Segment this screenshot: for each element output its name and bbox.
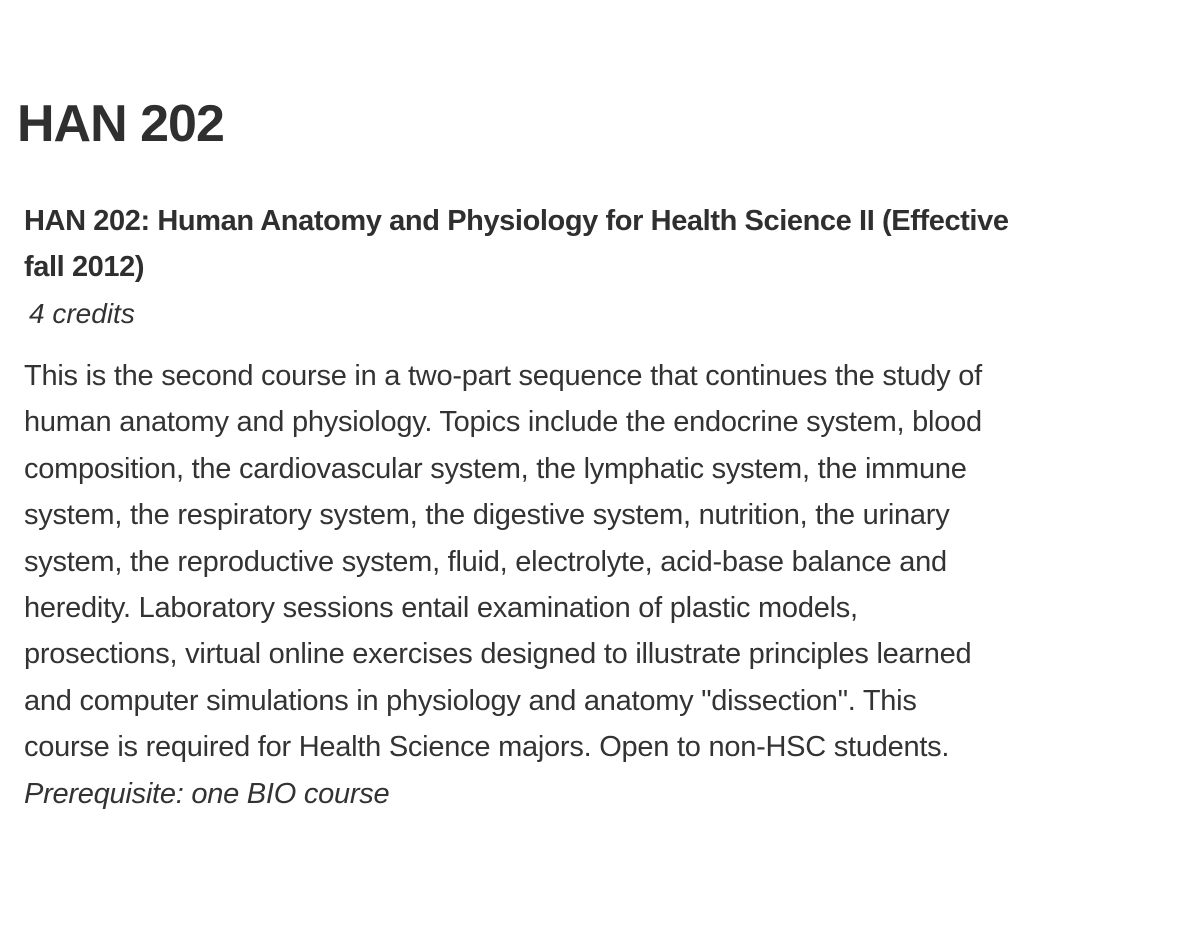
description-line: This is the second course in a two-part sequence that continues the study of — [24, 360, 982, 392]
description-line: prosections, virtual online exercises designed to illustrate principles learned — [24, 638, 972, 671]
course-credits: 4 credits — [29, 298, 135, 329]
course-heading-line-2: fall 2012) — [24, 251, 145, 283]
description-line: composition, the cardiovascular system, the lymphatic system, the immune — [24, 452, 967, 485]
prerequisite-text: Prerequisite: one BIO course — [24, 777, 390, 810]
course-description — [24, 353, 1174, 817]
course-heading — [24, 198, 1114, 290]
description-line: and computer simulations in physiology and anatomy "dissection". This — [24, 684, 917, 717]
description-line: human anatomy and physiology. Topics include the endocrine system, blood — [24, 406, 982, 439]
description-line: course is required for Health Science majors. Open to non-HSC students. — [24, 731, 950, 764]
description-line: system, the reproductive system, fluid, electrolyte, acid-base balance and — [24, 545, 947, 578]
description-line: system, the respiratory system, the digestive system, nutrition, the urinary — [24, 499, 950, 532]
course-heading-line-1: HAN 202: Human Anatomy and Physiology for Health Science II (Effective — [24, 205, 1009, 237]
page-title: HAN 202 — [17, 95, 224, 153]
description-line: heredity. Laboratory sessions entail examination of plastic models, — [24, 592, 858, 625]
